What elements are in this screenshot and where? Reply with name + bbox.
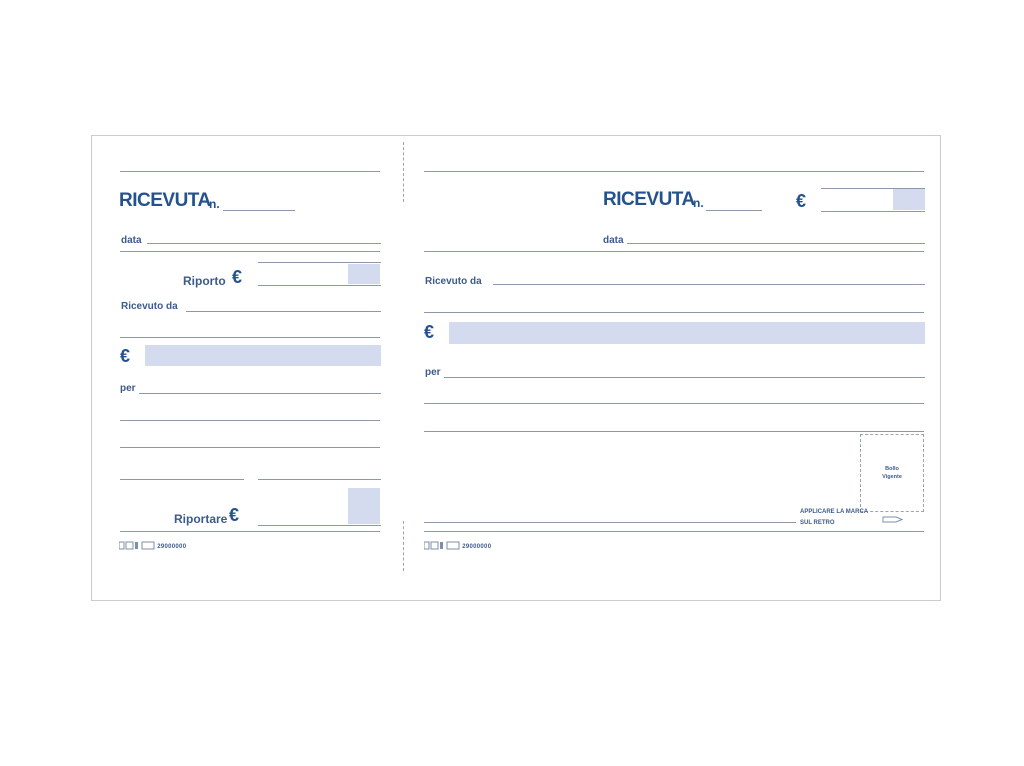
stamp-area — [860, 434, 924, 512]
stub-bottom-left-rule — [120, 479, 244, 480]
stub-riporto-top-rule — [258, 262, 381, 263]
stub-date-rule — [120, 251, 380, 252]
receipt-publisher-logo — [424, 541, 460, 551]
receipt-title: RICEVUTA — [603, 189, 695, 210]
stub-number-label: n. — [209, 197, 220, 211]
stub-received-from-label: Ricevuto da — [121, 301, 178, 312]
stub-riportare-top-rule — [258, 479, 381, 480]
stub-date-field[interactable] — [147, 243, 381, 244]
receipt-date-label: data — [603, 235, 624, 246]
stub-per-line-3[interactable] — [120, 447, 380, 448]
receipt-amount-euro-icon: € — [424, 322, 435, 342]
perforation-line-top — [403, 142, 404, 202]
receipt-bottom-rule — [424, 531, 924, 532]
stub-riporto-cents-box[interactable] — [348, 264, 380, 284]
receipt-top-rule — [424, 171, 924, 172]
receipt-total-euro-icon: € — [796, 191, 807, 211]
stub-riportare-euro-icon: € — [229, 505, 240, 525]
stub-riporto-euro-icon: € — [232, 267, 243, 287]
receipt-total-cents-box[interactable] — [893, 189, 925, 210]
stub-number-field[interactable] — [223, 210, 295, 211]
stub-riporto-label: Riporto — [183, 274, 226, 288]
receipt-number-label: n. — [693, 196, 704, 210]
stub-title: RICEVUTA — [119, 190, 211, 211]
receipt-total-field[interactable] — [821, 211, 925, 212]
stub-received-from-field[interactable] — [186, 311, 381, 312]
receipt-signature-field[interactable] — [424, 522, 796, 523]
receipt-received-from-rule — [424, 312, 924, 313]
stub-riportare-field[interactable] — [258, 525, 381, 526]
receipt-number-field[interactable] — [706, 210, 762, 211]
receipt-per-line-2[interactable] — [424, 403, 924, 404]
stub-riportare-cents-box[interactable] — [348, 488, 380, 524]
receipt-footer-code: 29000000 — [462, 544, 492, 551]
stub-footer — [119, 541, 186, 551]
stub-riporto-field[interactable] — [258, 285, 381, 286]
stub-publisher-logo — [119, 541, 155, 551]
stub-riportare-label: Riportare — [174, 512, 228, 526]
receipt-per-line-3[interactable] — [424, 431, 924, 432]
stub-per-field[interactable] — [139, 393, 381, 394]
stub-per-label: per — [120, 383, 136, 394]
stub-amount-box[interactable] — [145, 345, 381, 366]
stub-received-from-rule — [120, 337, 380, 338]
stub-footer-code: 29000000 — [157, 544, 187, 551]
stub-top-rule — [120, 171, 380, 172]
stub-bottom-rule — [120, 531, 380, 532]
stub-date-label: data — [121, 235, 142, 246]
stamp-note: APPLICARE LA MARCA SUL RETRO — [800, 509, 868, 526]
receipt-received-from-label: Ricevuto da — [425, 276, 482, 287]
arrow-right-icon — [882, 515, 904, 524]
receipt-date-field[interactable] — [627, 243, 925, 244]
stub-amount-euro-icon: € — [120, 346, 131, 366]
receipt-per-label: per — [425, 367, 441, 378]
receipt-received-from-field[interactable] — [493, 284, 925, 285]
stub-per-line-2[interactable] — [120, 420, 380, 421]
receipt-per-field[interactable] — [444, 377, 925, 378]
perforation-line-bottom — [403, 521, 404, 571]
receipt-footer — [424, 541, 491, 551]
stamp-label: Bollo Vigente — [882, 466, 902, 480]
receipt-amount-box[interactable] — [449, 322, 925, 344]
receipt-form — [91, 135, 941, 601]
receipt-date-rule — [424, 251, 924, 252]
